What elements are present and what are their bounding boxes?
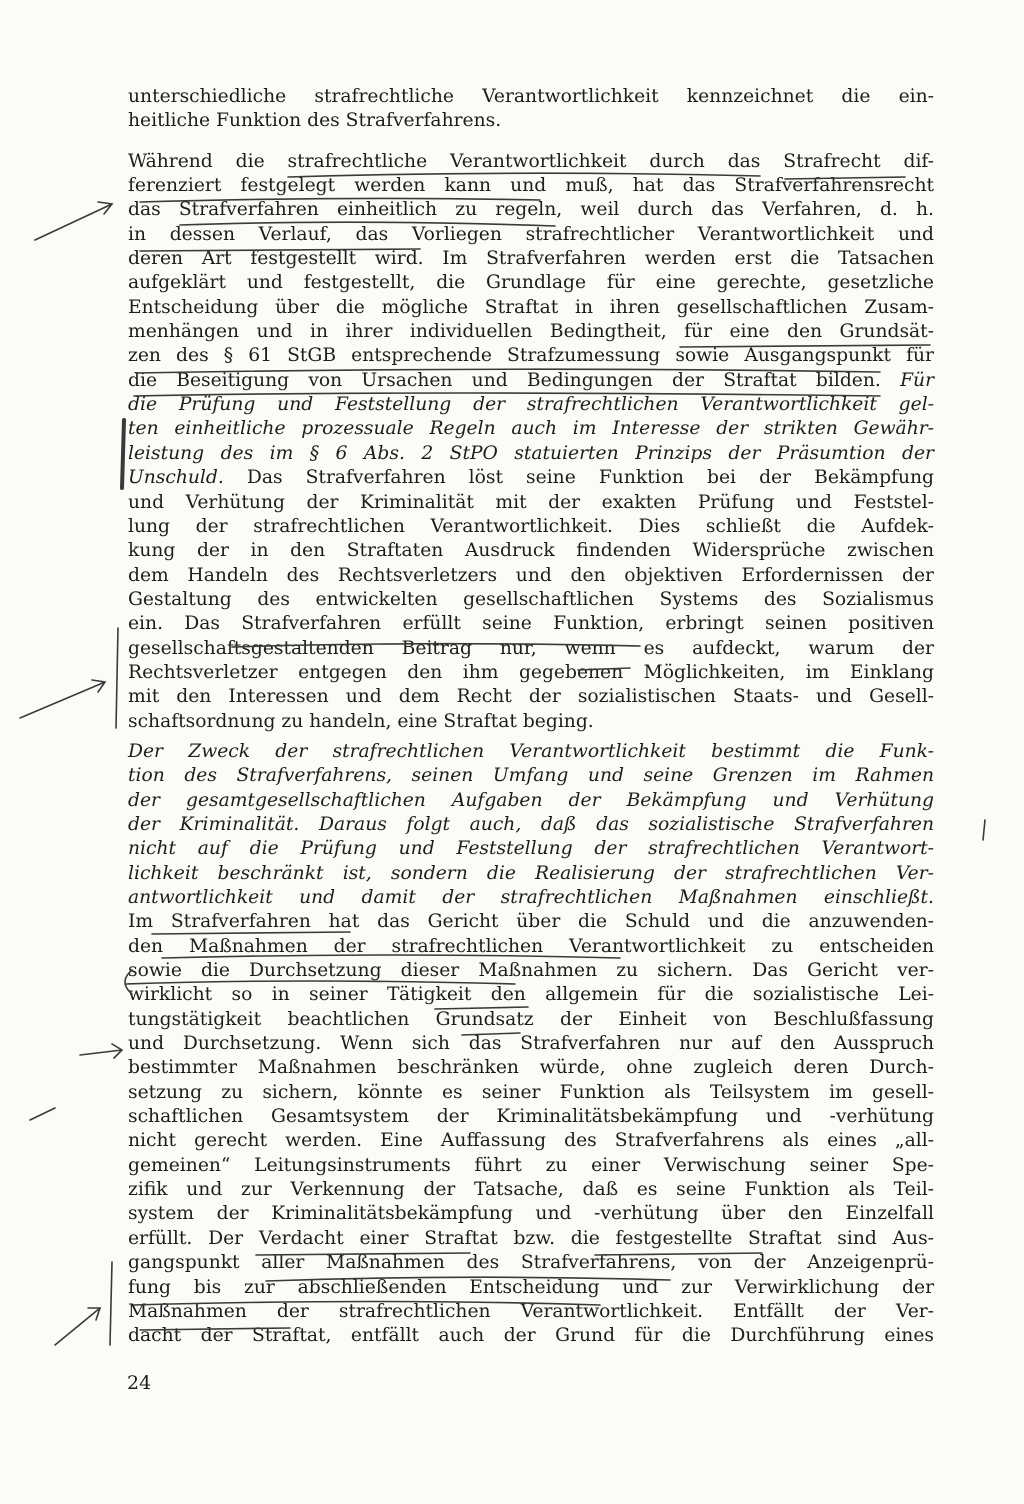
text-line: und Durchsetzung. Wenn sich das Strafverfahren nur auf den Ausspruch: [128, 1033, 934, 1055]
text-line: gangspunkt aller Maßnahmen des Strafverfahrens, von der Anzeigenprü-: [128, 1252, 934, 1274]
margin-bar: [110, 1262, 112, 1345]
text-line: lung der strafrechtlichen Verantwortlichkeit. Dies schließt die Aufdek-: [128, 515, 934, 537]
text-segment: die Beseitigung von Ursachen und Bedingungen der Straftat bilden.: [128, 369, 881, 391]
text-line: gemeinen“ Leitungsinstruments führt zu einer Verwischung seiner Spe-: [128, 1154, 934, 1176]
text-line: nicht gerecht werden. Eine Auffassung des Strafverfahrens als eines „all-: [128, 1130, 934, 1152]
text-line: sowie die Durchsetzung dieser Maßnahmen zu sichern. Das Gericht ver-: [128, 960, 934, 982]
text-line: setzung zu sichern, könnte es seiner Funktion als Teilsystem im gesell-: [128, 1081, 934, 1103]
text-line: wirklicht so in seiner Tätigkeit den allgemein für die sozialistische Lei-: [128, 984, 934, 1006]
body-text: [128, 85, 934, 1349]
text-line: in dessen Verlauf, das Vorliegen strafrechtlicher Verantwortlichkeit und: [128, 223, 934, 245]
italic-line: der gesamtgesellschaftlichen Aufgaben der Bekämpfung und Verhütung: [128, 789, 934, 811]
arrow-mark: [55, 1308, 100, 1345]
text-line: erfüllt. Der Verdacht einer Straftat bzw. die festgestellte Straftat sind Aus-: [128, 1227, 934, 1249]
arrow-mark: [35, 202, 112, 240]
arrow-mark: [80, 1044, 122, 1058]
italic-line: der Kriminalität. Daraus folgt auch, daß das sozialistische Strafverfahren: [128, 813, 934, 835]
text-line: Maßnahmen der strafrechtlichen Verantwortlichkeit. Entfällt der Ver-: [128, 1300, 934, 1322]
text-line: unterschiedliche strafrechtliche Verantwortlichkeit kennzeichnet die ein-: [128, 86, 934, 107]
text-line: das Strafverfahren einheitlich zu regeln, weil durch das Verfahren, d. h.: [128, 199, 934, 221]
text-line: zifik und zur Verkennung der Tatsache, daß es seine Funktion als Teil-: [128, 1179, 934, 1201]
italic-line: tion des Strafverfahrens, seinen Umfang und seine Grenzen im Rahmen: [128, 765, 934, 787]
text-line: aufgeklärt und festgestellt, die Grundlage für eine gerechte, gesetzliche: [128, 272, 934, 294]
text-line: schaftlichen Gesamtsystem der Kriminalitätsbekämpfung und -verhütung: [128, 1106, 934, 1128]
text-line: Während die strafrechtliche Verantwortlichkeit durch das Strafrecht dif-: [128, 150, 934, 172]
italic-segment: Für: [900, 369, 934, 391]
text-line: fung bis zur abschließenden Entscheidung und zur Verwirklichung der: [128, 1276, 934, 1298]
arrow-mark: [20, 680, 105, 718]
text-line: system der Kriminalitätsbekämpfung und -verhütung über den Einzelfall: [128, 1203, 934, 1225]
text-line: ferenziert festgelegt werden kann und muß, hat das Strafverfahrensrecht: [128, 175, 934, 197]
italic-line: Der Zweck der strafrechtlichen Verantwortlichkeit bestimmt die Funk-: [128, 740, 934, 762]
text-line: gesellschaftsgestaltenden Beitrag nur, wenn es aufdeckt, warum der: [128, 637, 934, 659]
italic-line: leistung des im § 6 Abs. 2 StPO statuierten Prinzips der Präsumtion der: [128, 442, 934, 464]
page-number: 24: [127, 1372, 152, 1394]
italic-segment: Unschuld.: [128, 467, 224, 489]
stray-mark: [983, 820, 985, 840]
text-line: bestimmter Maßnahmen beschränken würde, ohne zugleich deren Durch-: [128, 1057, 934, 1079]
margin-bar: [122, 420, 124, 488]
italic-line: ten einheitliche prozessuale Regeln auch im Interesse der strikten Gewähr-: [128, 418, 934, 440]
text-line: mit den Interessen und dem Recht der sozialistischen Staats- und Gesell-: [128, 686, 934, 708]
text-line: ein. Das Strafverfahren erfüllt seine Funktion, erbringt seinen positiven: [128, 613, 934, 635]
text-line: [128, 466, 934, 490]
text-segment: Das Strafverfahren löst seine Funktion bei der Bekämpfung: [246, 467, 934, 489]
italic-line: lichkeit beschränkt ist, sondern die Realisierung der strafrechtlichen Ver-: [128, 862, 934, 884]
text-line: Rechtsverletzer entgegen den ihm gegebenen Möglichkeiten, im Einklang: [128, 661, 934, 683]
text-line: menhängen und in ihrer individuellen Bedingtheit, für eine den Grundsät-: [128, 321, 934, 343]
text-line: dacht der Straftat, entfällt auch der Grund für die Durchführung eines: [128, 1325, 934, 1347]
text-line: Entscheidung über die mögliche Straftat in ihren gesellschaftlichen Zusam-: [128, 296, 934, 318]
text-line: schaftsordnung zu handeln, eine Straftat beging.: [128, 710, 594, 732]
paragraph-3: [128, 740, 934, 1349]
text-line: tungstätigkeit beachtlichen Grundsatz der Einheit von Beschlußfassung: [128, 1008, 934, 1030]
text-line: Gestaltung des entwickelten gesellschaftlichen Systems des Sozialismus: [128, 588, 934, 610]
text-line: kung der in den Straftaten Ausdruck findenden Widersprüche zwischen: [128, 540, 934, 562]
italic-line: die Prüfung und Feststellung der strafrechtlichen Verantwortlichkeit gel-: [128, 394, 934, 416]
text-line: Im Strafverfahren hat das Gericht über die Schuld und die anzuwenden-: [128, 911, 934, 933]
stray-mark: [30, 1108, 55, 1120]
italic-line: nicht auf die Prüfung und Feststellung der strafrechtlichen Verantwort-: [128, 838, 934, 860]
text-line: [128, 369, 934, 393]
text-line: zen des § 61 StGB entsprechende Strafzumessung sowie Ausgangspunkt für: [128, 345, 934, 367]
text-line: heitliche Funktion des Strafverfahrens.: [128, 110, 502, 132]
italic-line: antwortlichkeit und damit der strafrechtlichen Maßnahmen einschließt.: [128, 887, 934, 908]
text-line: dem Handeln des Rechtsverletzers und den objektiven Erfordernissen der: [128, 564, 934, 586]
text-line: deren Art festgestellt wird. Im Strafverfahren werden erst die Tatsachen: [128, 248, 934, 270]
text-line: und Verhütung der Kriminalität mit der exakten Prüfung und Feststel-: [128, 491, 934, 513]
paragraph-1: [128, 85, 934, 134]
text-line: den Maßnahmen der strafrechtlichen Verantwortlichkeit zu entscheiden: [128, 935, 934, 957]
paragraph-2: [128, 150, 934, 734]
margin-bar: [116, 628, 118, 728]
